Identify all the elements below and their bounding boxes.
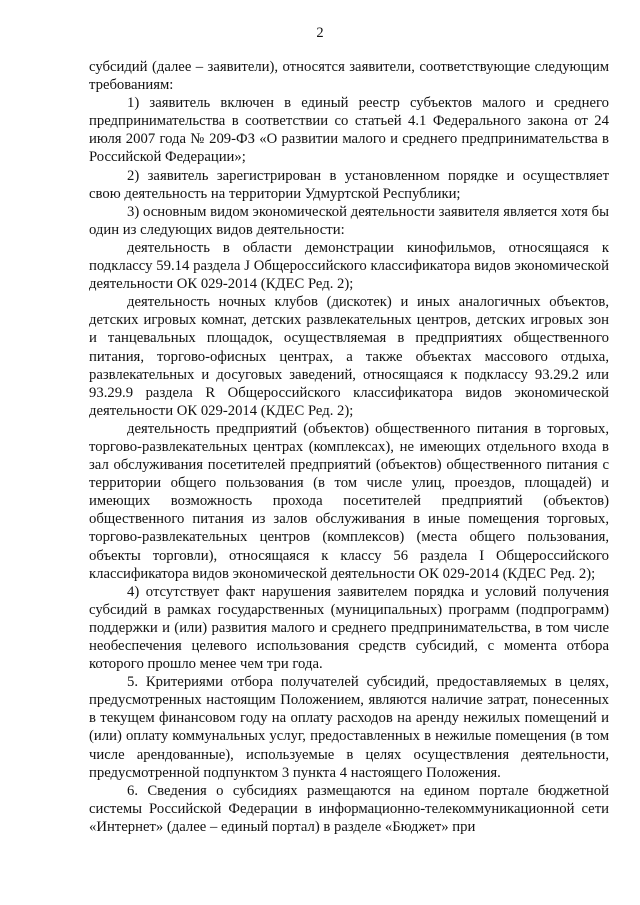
paragraph-requirement-1: 1) заявитель включен в единый реестр субъектов малого и среднего предпринимательства в соответствии со статьей 4.1 Федерального закона от 24 июля 2007 года № 209-ФЗ «О развитии малого и среднего предпринимательства в Российской Федерации»; bbox=[89, 95, 609, 166]
paragraph-selection-criteria: 5. Критериями отбора получателей субсидий, предоставляемых в целях, предусмотренных настоящим Положением, являются наличие затрат, понесенных в текущем финансовом году на оплату расходов на аренду нежилых помещений и (или) оплату коммунальных услуг, предоставленных в нежилые помещения (в том числе арендованные), используемые в целях осуществления деятельности, предусмотренной подпунктом 3 пункта 4 настоящего Положения. bbox=[89, 674, 609, 781]
paragraph-requirement-2: 2) заявитель зарегистрирован в установленном порядке и осуществляет свою деятельность на территории Удмуртской Республики; bbox=[89, 167, 609, 202]
paragraph-subsidy-information: 6. Сведения о субсидиях размещаются на едином портале бюджетной системы Российской Федерации в информационно-телекоммуникационной сети «Интернет» (далее – единый портал) в разделе «Бюджет» при bbox=[89, 782, 609, 835]
page-number: 2 bbox=[316, 25, 324, 41]
paragraph-activity-nightclubs: деятельность ночных клубов (дискотек) и иных аналогичных объектов, детских игровых комнат, детских развлекательных центров, детских игровых зон и танцевальных площадок, осуществляемая в предприятиях общественного питания, торгово-офисных центрах, а также объектах массового отдыха, развлекательных и досуговых заведений, относящаяся к подклассу 93.29.2 или 93.29.9 раздела R Общероссийского классификатора видов экономической деятельности ОК 029-2014 (КДЕС Ред. 2); bbox=[89, 294, 609, 419]
document-body bbox=[89, 58, 609, 836]
paragraph-requirement-3: 3) основным видом экономической деятельности заявителя является хотя бы один из следующих видов деятельности: bbox=[89, 203, 609, 238]
paragraph-activity-catering: деятельность предприятий (объектов) общественного питания в торговых, торгово-развлекательных центрах (комплексах), не имеющих отдельного входа в зал обслуживания посетителей предприятий (объектов) общественного питания с территории общего пользования (в том числе улиц, проездов, площадей) и имеющих возможность прохода посетителей предприятий (объектов) общественного питания из залов обслуживания в иные помещения торговых, торгово-развлекательных центров (комплексов) (места общего пользования, объекты торговли), относящаяся к классу 56 раздела I Общероссийского классификатора видов экономической деятельности ОК 029-2014 (КДЕС Ред. 2); bbox=[89, 420, 609, 582]
paragraph-applicants-intro: субсидий (далее – заявители), относятся заявители, соответствующие следующим требованиям: bbox=[89, 59, 609, 94]
paragraph-requirement-4: 4) отсутствует факт нарушения заявителем порядка и условий получения субсидий в рамках государственных (муниципальных) программ (подпрограмм) поддержки и (или) развития малого и среднего предпринимательства, в том числе необеспечения целевого использования средств субсидий, с момента отбора которого прошло менее чем три года. bbox=[89, 583, 609, 673]
paragraph-activity-cinema: деятельность в области демонстрации кинофильмов, относящаяся к подклассу 59.14 раздела J Общероссийского классификатора видов экономической деятельности ОК 029-2014 (КДЕС Ред. 2); bbox=[89, 239, 609, 293]
